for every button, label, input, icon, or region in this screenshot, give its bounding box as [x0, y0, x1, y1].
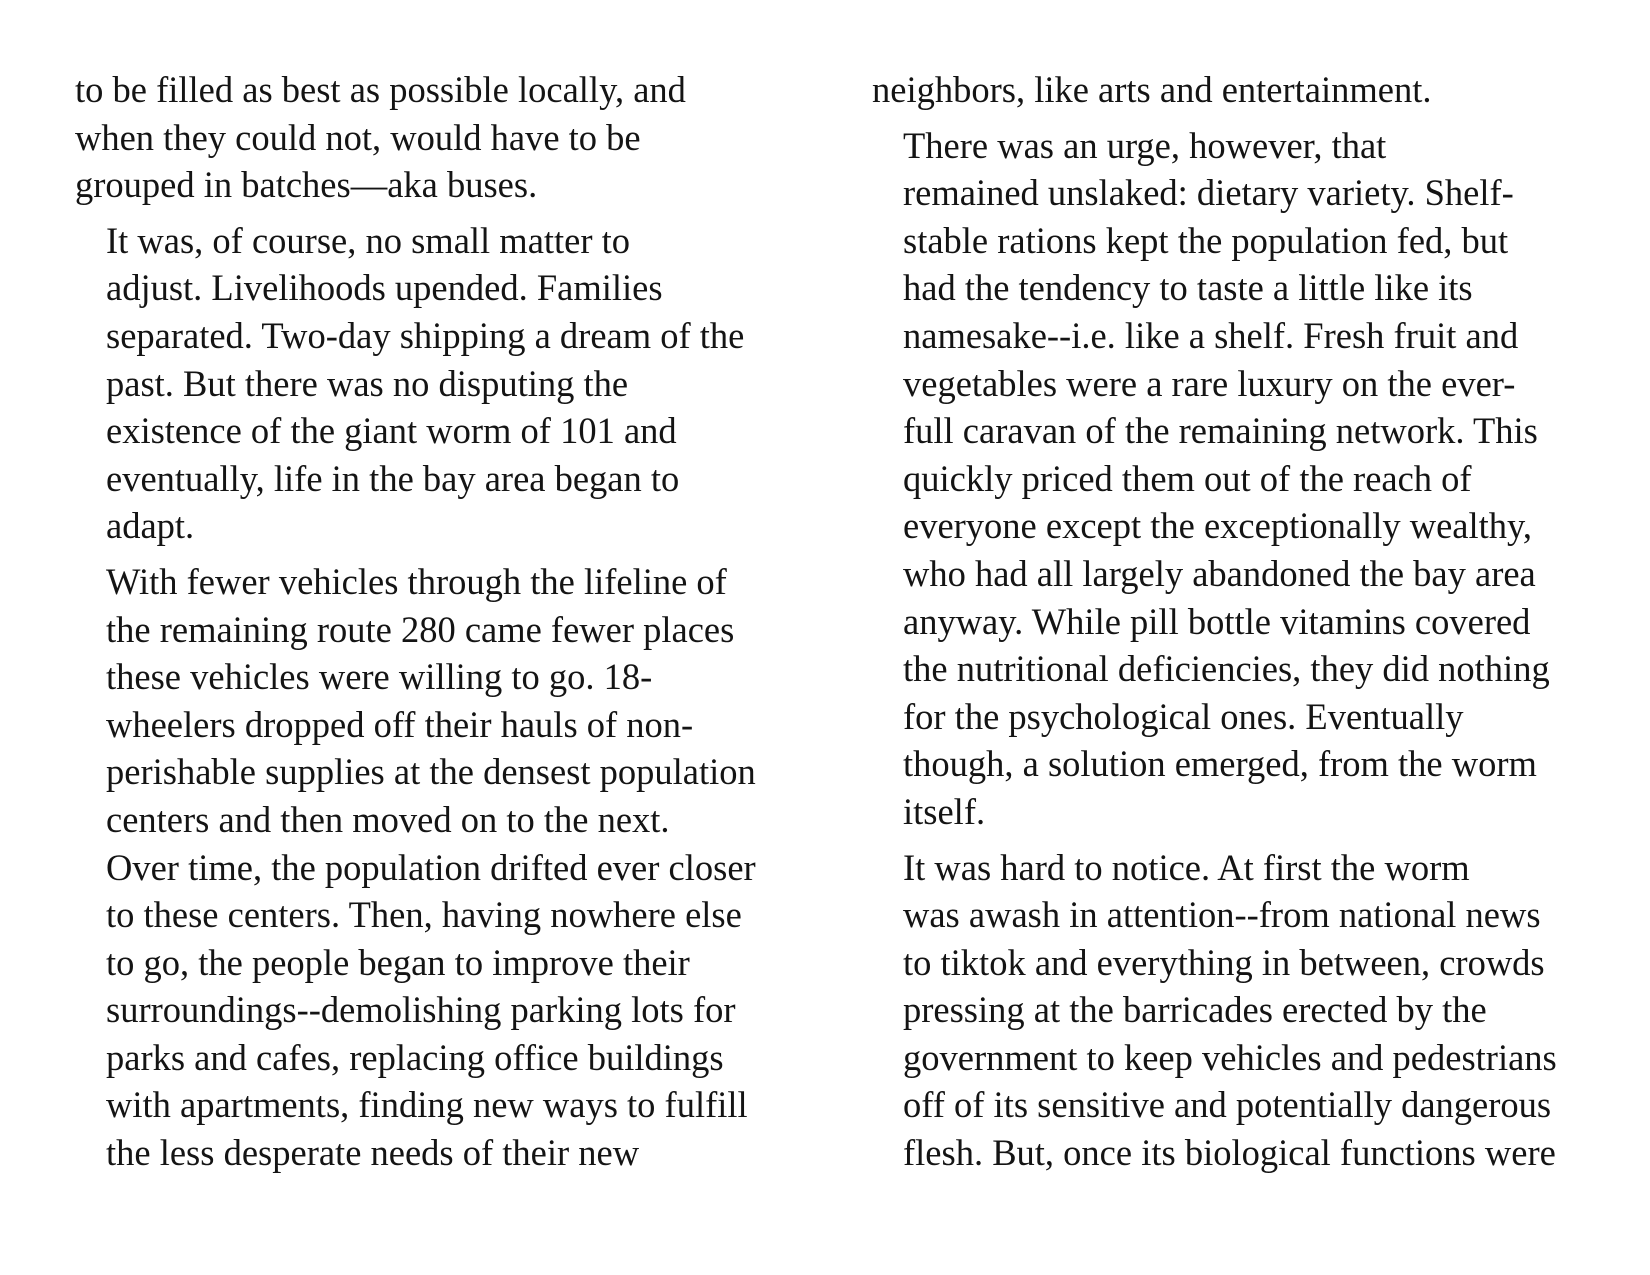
- text-line: grouped in batches—aka buses.: [75, 164, 538, 206]
- text-line: wheelers dropped off their hauls of non-: [106, 703, 694, 745]
- text-line: full caravan of the remaining network. This: [903, 410, 1538, 452]
- text-line: surroundings--demolishing parking lots for: [106, 989, 736, 1031]
- text-line: eventually, life in the bay area began to: [106, 457, 680, 499]
- text-line: It was hard to notice. At first the worm: [903, 846, 1470, 888]
- text-line: government to keep vehicles and pedestrians: [903, 1036, 1557, 1078]
- text-line: the remaining route 280 came fewer places: [106, 608, 735, 650]
- paragraph: [872, 122, 1592, 836]
- paragraph: [872, 66, 1592, 114]
- left-text-column: [75, 66, 795, 1185]
- text-line: these vehicles were willing to go. 18-: [106, 656, 653, 698]
- text-line: vegetables were a rare luxury on the ever-: [903, 362, 1516, 404]
- text-line: to tiktok and everything in between, crowds: [903, 941, 1545, 983]
- text-line: to these centers. Then, having nowhere else: [106, 894, 742, 936]
- paragraph: [75, 217, 795, 550]
- text-line: adjust. Livelihoods upended. Families: [106, 267, 663, 309]
- text-line: With fewer vehicles through the lifeline of: [106, 560, 727, 602]
- text-line: existence of the giant worm of 101 and: [106, 410, 677, 452]
- text-line: flesh. But, once its biological functions were: [903, 1132, 1556, 1174]
- text-line: It was, of course, no small matter to: [106, 219, 631, 261]
- text-line: itself.: [903, 790, 986, 832]
- text-line: everyone except the exceptionally wealthy,: [903, 505, 1533, 547]
- text-line: stable rations kept the population fed, but: [903, 219, 1509, 261]
- text-line: had the tendency to taste a little like its: [903, 267, 1473, 309]
- text-line: adapt.: [106, 505, 195, 547]
- paragraph: [872, 844, 1592, 1177]
- text-line: to be filled as best as possible locally, and: [75, 69, 686, 110]
- text-line: Over time, the population drifted ever closer: [106, 846, 756, 888]
- text-line: pressing at the barricades erected by the: [903, 989, 1487, 1031]
- text-line: remained unslaked: dietary variety. Shelf-: [903, 172, 1514, 214]
- text-line: was awash in attention--from national news: [903, 894, 1541, 936]
- text-line: off of its sensitive and potentially dangerous: [903, 1084, 1552, 1126]
- text-line: There was an urge, however, that: [903, 124, 1387, 166]
- text-line: when they could not, would have to be: [75, 116, 641, 158]
- right-text-column: [872, 66, 1592, 1185]
- text-line: past. But there was no disputing the: [106, 362, 629, 404]
- text-line: though, a solution emerged, from the worm: [903, 743, 1537, 785]
- text-line: parks and cafes, replacing office buildings: [106, 1036, 724, 1078]
- text-line: who had all largely abandoned the bay area: [903, 552, 1536, 594]
- text-line: anyway. While pill bottle vitamins covered: [903, 600, 1531, 642]
- text-line: with apartments, finding new ways to fulfill: [106, 1084, 748, 1126]
- text-line: neighbors, like arts and entertainment.: [872, 69, 1432, 110]
- text-line: namesake--i.e. like a shelf. Fresh fruit and: [903, 314, 1519, 356]
- paragraph: [75, 558, 795, 1177]
- text-line: centers and then moved on to the next.: [106, 798, 670, 840]
- text-line: for the psychological ones. Eventually: [903, 695, 1464, 737]
- text-line: the nutritional deficiencies, they did nothing: [903, 648, 1550, 690]
- text-line: quickly priced them out of the reach of: [903, 457, 1472, 499]
- paragraph: [75, 66, 795, 209]
- text-line: the less desperate needs of their new: [106, 1132, 640, 1174]
- text-line: separated. Two-day shipping a dream of the: [106, 314, 745, 356]
- text-line: perishable supplies at the densest population: [106, 751, 756, 793]
- text-line: to go, the people began to improve their: [106, 941, 690, 983]
